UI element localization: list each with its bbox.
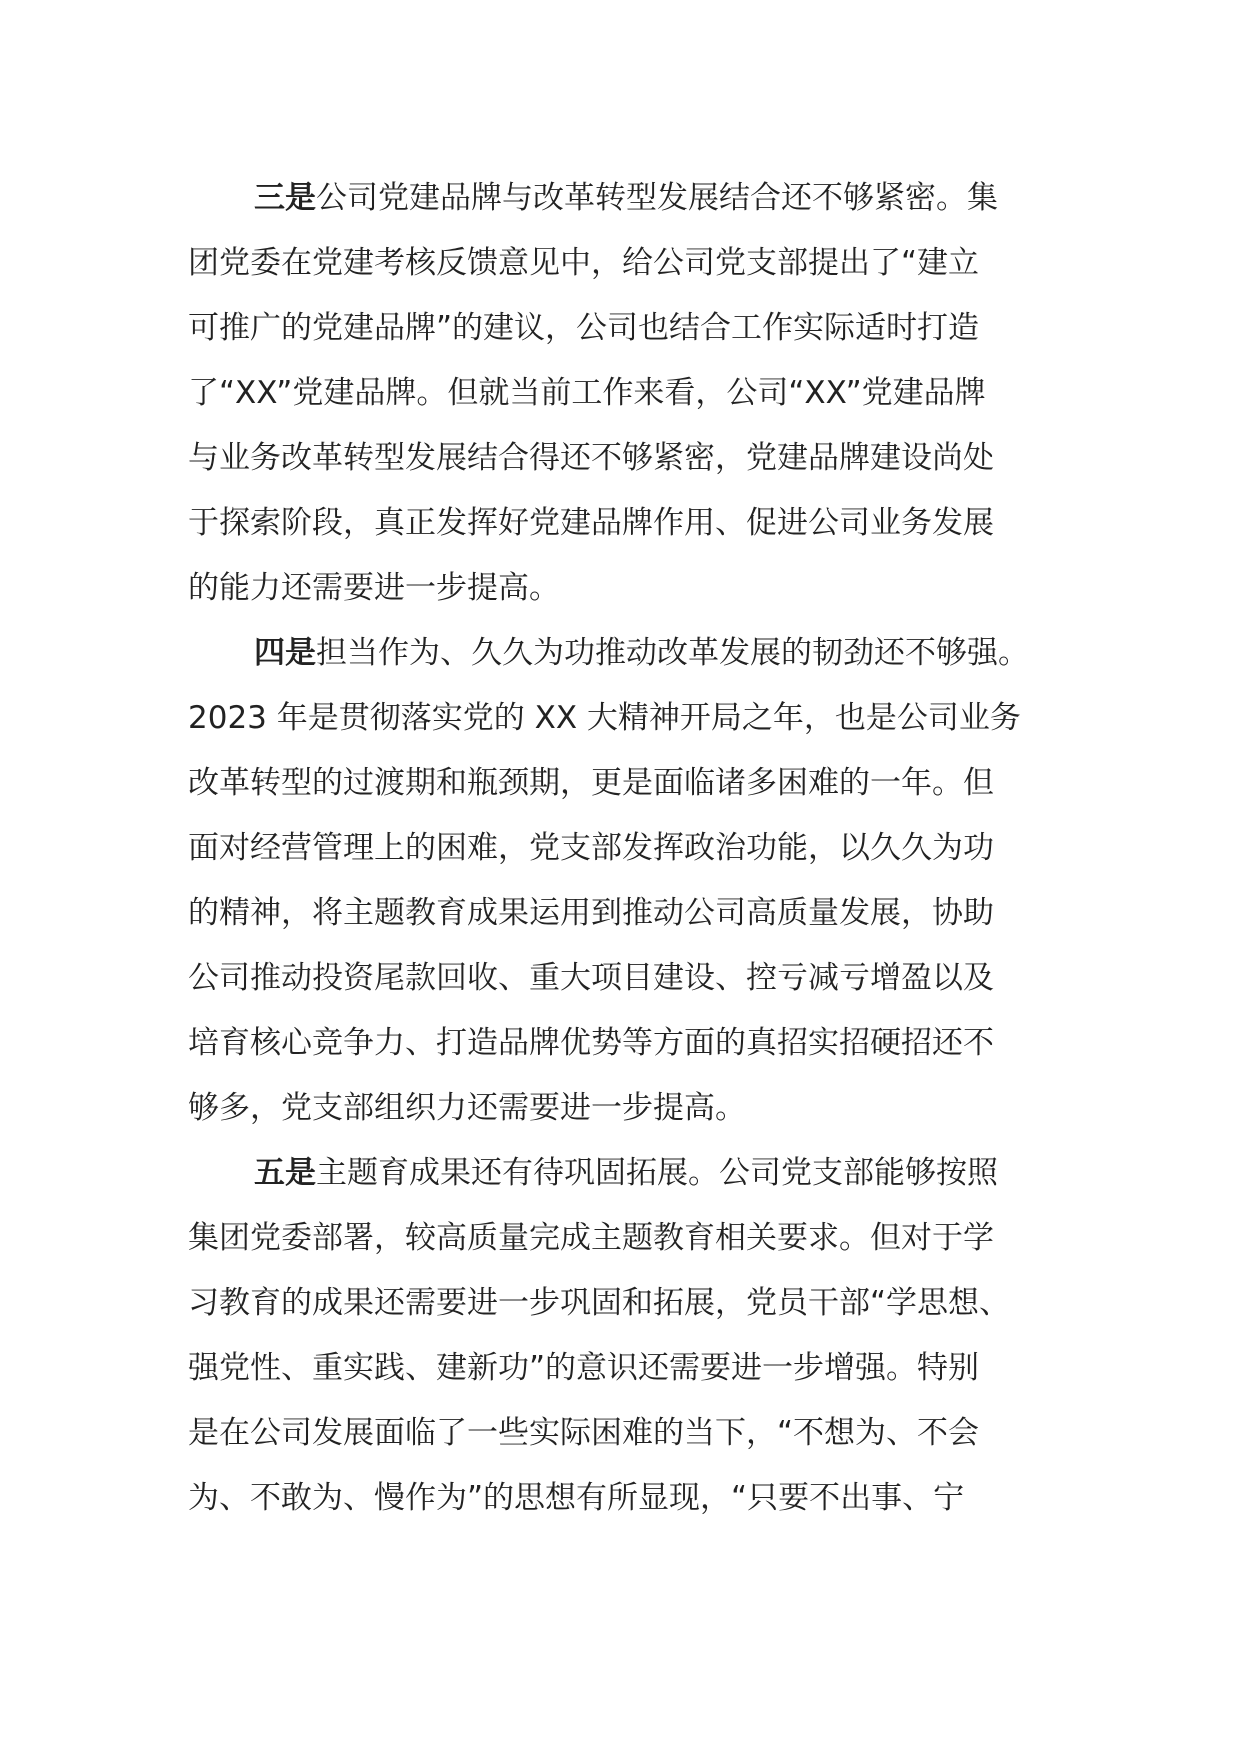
paragraph-line: 公司推动投资尾款回收、重大项目建设、控亏减亏增盈以及 bbox=[188, 960, 994, 996]
line-text: 担当作为、久久为功推动改革发展的韧劲还不够强。 bbox=[316, 635, 1029, 671]
paragraph-line: 2023 年是贯彻落实党的 XX 大精神开局之年，也是公司业务 bbox=[188, 700, 1021, 736]
paragraph-four bbox=[188, 621, 1058, 1141]
paragraph-first-line bbox=[188, 166, 1058, 231]
paragraph-line: 的能力还需要进一步提高。 bbox=[188, 570, 560, 606]
paragraph-three bbox=[188, 166, 1058, 621]
paragraph-line: 团党委在党建考核反馈意见中，给公司党支部提出了“建立 bbox=[188, 245, 980, 281]
paragraph-line: 习教育的成果还需要进一步巩固和拓展，党员干部“学思想、 bbox=[188, 1285, 1011, 1321]
paragraph-line: 面对经营管理上的困难，党支部发挥政治功能，以久久为功 bbox=[188, 830, 994, 866]
paragraph-line: 了“XX”党建品牌。但就当前工作来看，公司“XX”党建品牌 bbox=[188, 375, 986, 411]
document-body bbox=[188, 166, 1058, 1531]
paragraph-first-line bbox=[188, 621, 1058, 686]
line-text: 公司党建品牌与改革转型发展结合还不够紧密。集 bbox=[316, 180, 998, 216]
line-text: 主题育成果还有待巩固拓展。公司党支部能够按照 bbox=[316, 1155, 998, 1191]
paragraph-line: 培育核心竞争力、打造品牌优势等方面的真招实招硬招还不 bbox=[188, 1025, 994, 1061]
paragraph-line: 集团党委部署，较高质量完成主题教育相关要求。但对于学 bbox=[188, 1220, 994, 1256]
paragraph-line: 与业务改革转型发展结合得还不够紧密，党建品牌建设尚处 bbox=[188, 440, 994, 476]
paragraph-line: 改革转型的过渡期和瓶颈期，更是面临诸多困难的一年。但 bbox=[188, 765, 994, 801]
paragraph-lead: 四是 bbox=[254, 635, 316, 671]
paragraph-five bbox=[188, 1141, 1058, 1531]
paragraph-line: 可推广的党建品牌”的建议，公司也结合工作实际适时打造 bbox=[188, 310, 980, 346]
paragraph-line: 强党性、重实践、建新功”的意识还需要进一步增强。特别 bbox=[188, 1350, 980, 1386]
paragraph-line: 够多，党支部组织力还需要进一步提高。 bbox=[188, 1090, 746, 1126]
paragraph-first-line bbox=[188, 1141, 1058, 1206]
paragraph-line: 的精神，将主题教育成果运用到推动公司高质量发展，协助 bbox=[188, 895, 994, 931]
paragraph-line: 于探索阶段，真正发挥好党建品牌作用、促进公司业务发展 bbox=[188, 505, 994, 541]
paragraph-line: 是在公司发展面临了一些实际困难的当下，“不想为、不会 bbox=[188, 1415, 980, 1451]
paragraph-lead: 五是 bbox=[254, 1155, 316, 1191]
paragraph-lead: 三是 bbox=[254, 180, 316, 216]
paragraph-line: 为、不敢为、慢作为”的思想有所显现，“只要不出事、宁 bbox=[188, 1480, 965, 1516]
